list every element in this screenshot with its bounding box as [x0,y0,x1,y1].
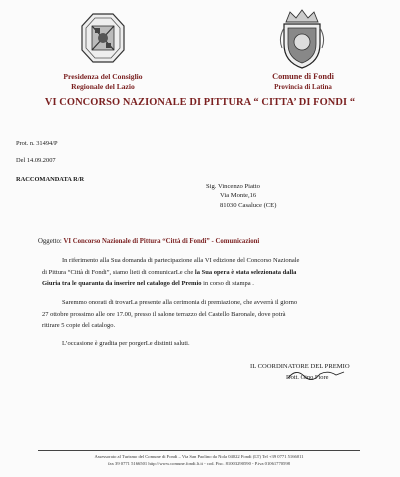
paragraph-1-line-3 [42,278,362,290]
paragraph-1-line-1: In riferimento alla Sua domanda di partecipazione alla VI edizione del Concorso Nazionale [62,257,300,264]
subject-text: VI Concorso Nazionale di Pittura “Città di Fondi” - Comunicazioni [63,238,260,245]
signature-title: IL COORDINATORE DEL PREMIO [250,363,350,370]
recipient-block [206,182,276,210]
footer-line-2: fax 39 0771 5166501 http://www.comune.fondi.lt.it - cod. Fisc. 81003290590 - P.iva 01061770598 [108,461,290,466]
recipient-city: 81030 Casaluce (CE) [220,201,277,209]
comune-fondi-crest [278,8,326,75]
paragraph-1-line-3b: in corso di stampa . [201,280,254,287]
letter-title: VI CONCORSO NAZIONALE DI PITTURA “ CITTA’ DI FONDI “ [44,97,356,108]
header-right-line2: Provincia di Latina [274,83,332,91]
regione-lazio-crest [80,12,126,69]
registered-mail-note: RACCOMANDATA R/R [16,176,85,183]
subject-label: Oggetto: [38,238,62,245]
paragraph-1-line-2 [42,267,362,279]
header-right-authority [248,72,358,92]
paragraph-3-line: L’occasione è gradita per porgerLe distinti saluti. [62,340,190,347]
header-right-line1: Comune di Fondi [272,72,334,81]
header-left-line2: Regionale del Lazio [71,82,135,91]
paragraph-3 [62,338,362,350]
paragraph-1-line-2a: di Pittura “Città di Fondi”, siamo lieti di comunicarLe che [42,268,195,276]
recipient-street: Via Monte,16 [220,192,257,200]
paragraph-1-line-2b: la Sua opera è stata selezionata dalla [194,268,297,276]
footer-divider [38,450,360,451]
protocol-number: Prot. n. 31494/P [16,140,58,147]
paragraph-2 [42,297,362,332]
recipient-name: Sig. Vincenzo Piatto [206,183,260,190]
header-left-authority [48,72,158,92]
signature-name: Dott. Gino Fiore [286,374,329,381]
footer [38,453,360,467]
paragraph-2-line-3: ritirare 5 copie del catalogo. [42,322,116,329]
paragraph-1 [42,255,362,290]
handwritten-signature [286,366,346,387]
letter-date: Del 14.09.2007 [16,157,56,164]
paragraph-2-line-2: 27 ottobre prossimo alle ore 17.00, presso il salone terrazzo del Castello Baronale, dove potrà [42,310,286,318]
paragraph-1-line-3a: Giuria tra le quaranta da inserire nel catalogo del Premio [42,280,202,287]
footer-line-1: Assessorato al Turismo del Comune di Fondi – Via San Paolino da Nola 04022 Fondi (LT) Tel +39 0771 5166011 [94,454,304,459]
paragraph-2-line-1: Saremmo onorati di trovarLa presente alla cerimonia di premiazione, che avverrà il giorno [62,299,298,306]
header-left-line1: Presidenza del Consiglio [63,72,143,81]
subject-line [38,238,259,245]
